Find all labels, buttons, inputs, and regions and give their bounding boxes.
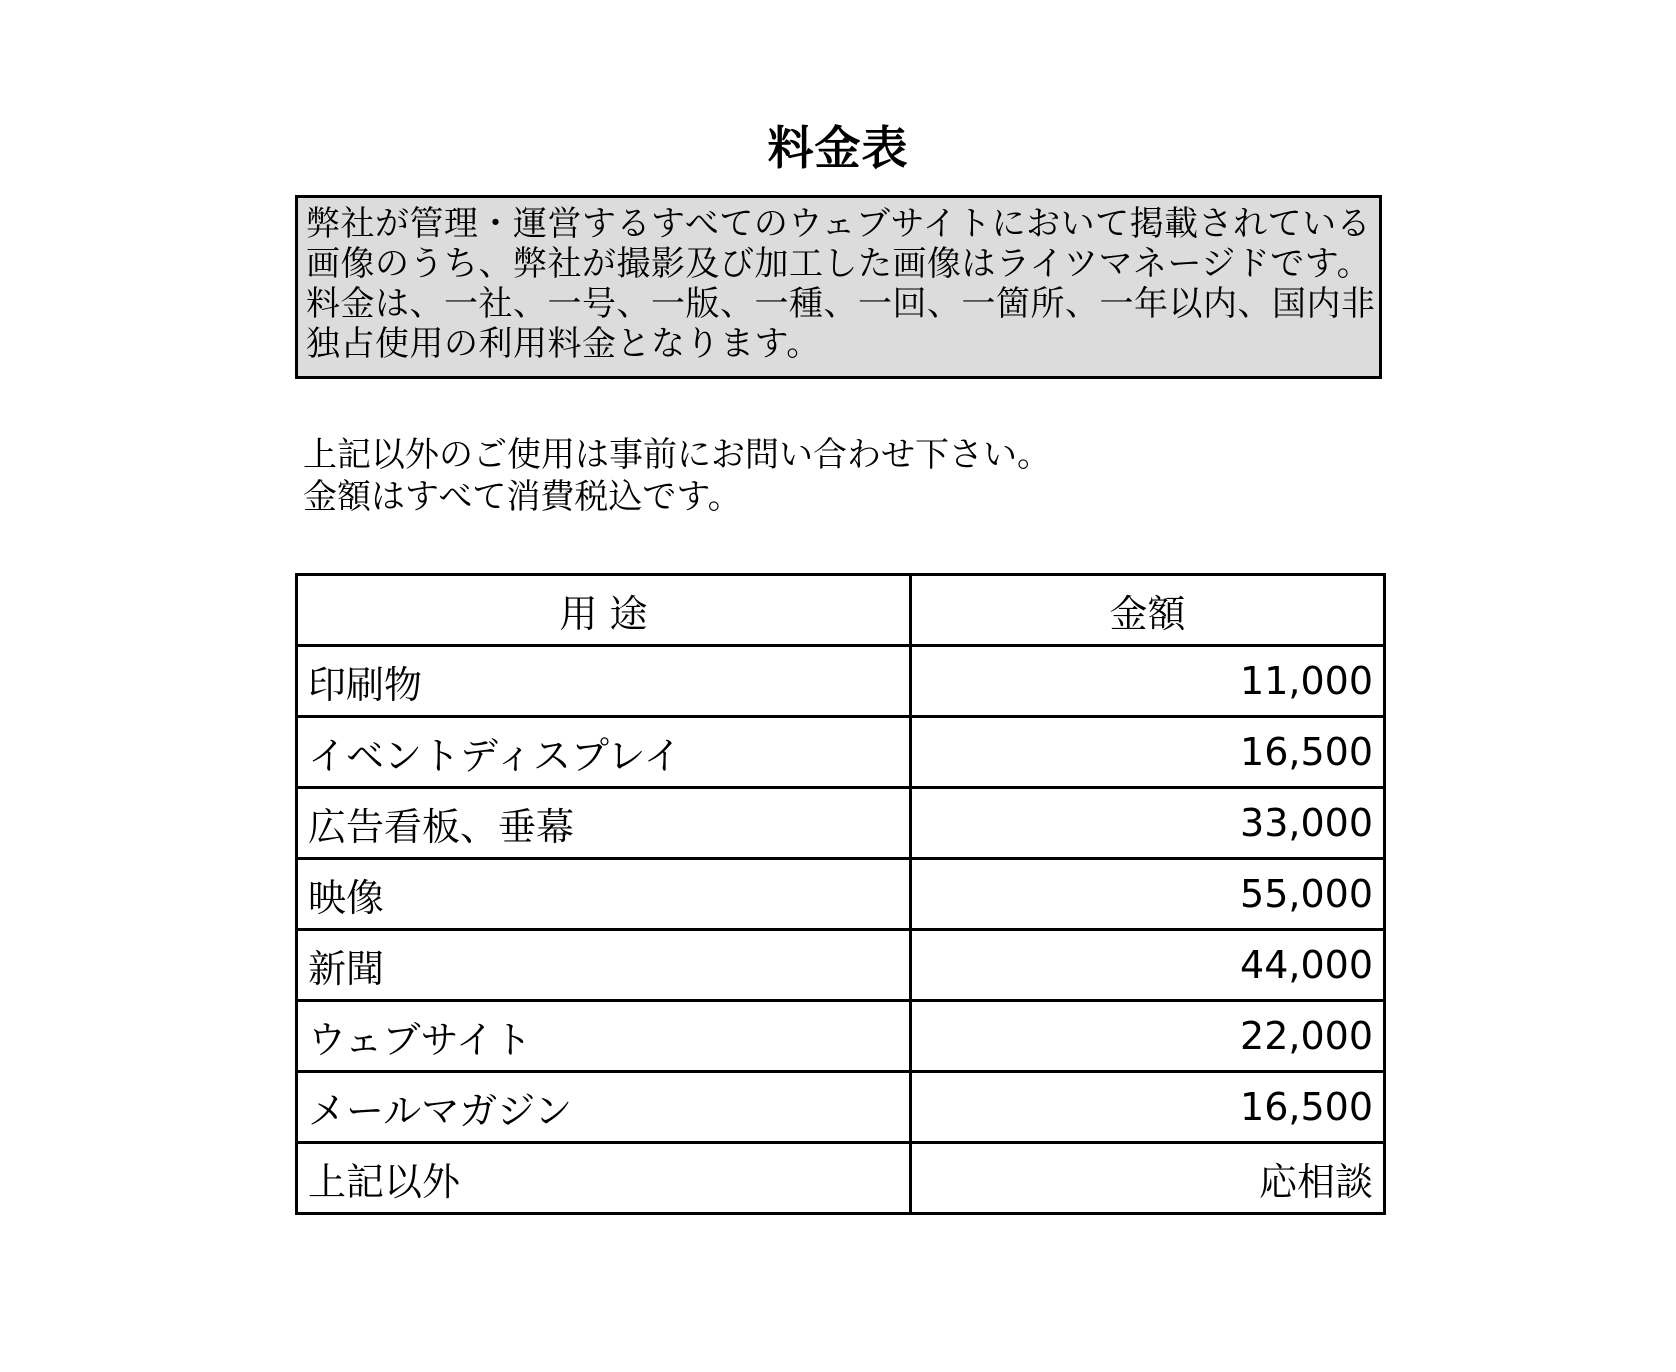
use-cell: 映像 bbox=[297, 859, 911, 930]
use-cell: 印刷物 bbox=[297, 646, 911, 717]
use-cell: メールマガジン bbox=[297, 1072, 911, 1143]
notice-line: 弊社が管理・運営するすべてのウェブサイトにおいて掲載されている bbox=[306, 204, 1372, 244]
table-row bbox=[297, 788, 1385, 859]
price-cell: 22,000 bbox=[911, 1001, 1385, 1072]
price-cell: 11,000 bbox=[911, 646, 1385, 717]
remark-line: 金額はすべて消費税込です。 bbox=[303, 477, 742, 517]
notice-line: 料金は、一社、一号、一版、一種、一回、一箇所、一年以内、国内非 bbox=[306, 284, 1376, 324]
notice-line: 画像のうち、弊社が撮影及び加工した画像はライツマネージドです。 bbox=[306, 244, 1372, 284]
price-cell: 16,500 bbox=[911, 1072, 1385, 1143]
header-use: 用 途 bbox=[297, 575, 911, 646]
remarks bbox=[303, 434, 1051, 518]
table-row bbox=[297, 1143, 1385, 1214]
use-cell: 新聞 bbox=[297, 930, 911, 1001]
table-header-row bbox=[297, 575, 1385, 646]
header-price: 金額 bbox=[911, 575, 1385, 646]
price-cell: 応相談 bbox=[911, 1143, 1385, 1214]
remark-line: 上記以外のご使用は事前にお問い合わせ下さい。 bbox=[303, 435, 1051, 475]
table-row bbox=[297, 1001, 1385, 1072]
use-cell: ウェブサイト bbox=[297, 1001, 911, 1072]
table-row bbox=[297, 646, 1385, 717]
table-row bbox=[297, 859, 1385, 930]
price-cell: 16,500 bbox=[911, 717, 1385, 788]
table-row bbox=[297, 717, 1385, 788]
price-table bbox=[295, 573, 1386, 1215]
price-cell: 55,000 bbox=[911, 859, 1385, 930]
page-title: 料金表 bbox=[767, 121, 909, 175]
price-cell: 33,000 bbox=[911, 788, 1385, 859]
price-cell: 44,000 bbox=[911, 930, 1385, 1001]
table-row bbox=[297, 930, 1385, 1001]
use-cell: 上記以外 bbox=[297, 1143, 911, 1214]
use-cell: 広告看板、垂幕 bbox=[297, 788, 911, 859]
table-row bbox=[297, 1072, 1385, 1143]
notice-line: 独占使用の利用料金となります。 bbox=[306, 324, 821, 364]
use-cell: イベントディスプレイ bbox=[297, 717, 911, 788]
notice-box bbox=[295, 195, 1382, 379]
